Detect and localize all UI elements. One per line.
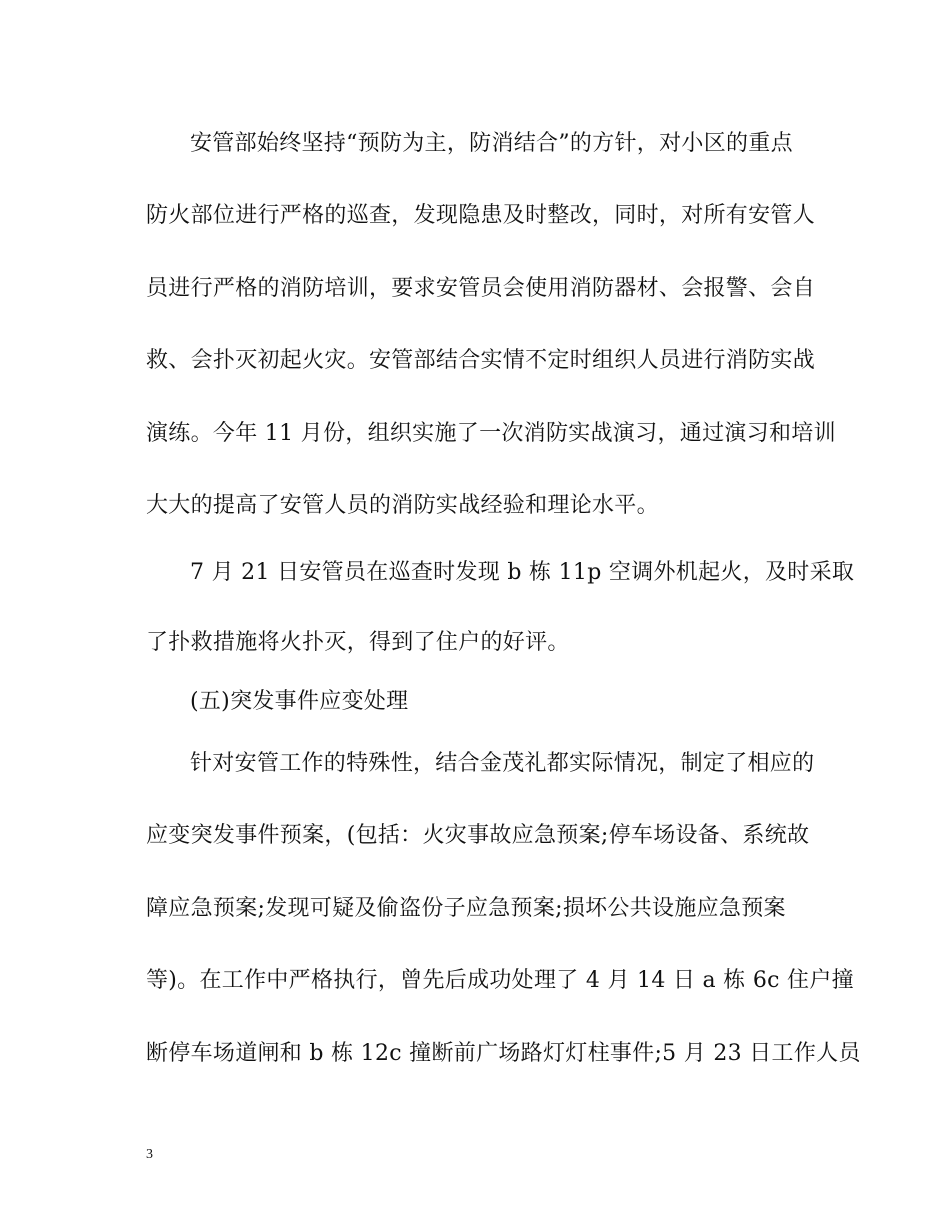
section-heading: (五)突发事件应变处理 (190, 689, 409, 714)
paragraph-line: 员进行严格的消防培训，要求安管员会使用消防器材、会报警、会自 (146, 276, 816, 301)
paragraph-line: 断停车场道闸和 b 栋 12c 撞断前广场路灯灯柱事件;5 月 23 日工作人员 (146, 1041, 861, 1066)
paragraph-line: 大大的提高了安管人员的消防实战经验和理论水平。 (146, 493, 659, 518)
paragraph-line: 演练。今年 11 月份，组织实施了一次消防实战演习，通过演习和培训 (146, 421, 836, 446)
page-number: 3 (146, 1147, 153, 1162)
paragraph-line: 救、会扑灭初起火灾。安管部结合实情不定时组织人员进行消防实战 (146, 348, 816, 373)
paragraph-line: 防火部位进行严格的巡查，发现隐患及时整改，同时，对所有安管人 (146, 203, 816, 228)
paragraph-line: 障应急预案;发现可疑及偷盗份子应急预案;损坏公共设施应急预案 (146, 896, 786, 921)
paragraph-line: 针对安管工作的特殊性，结合金茂礼都实际情况，制定了相应的 (190, 751, 815, 776)
paragraph-line: 7 月 21 日安管员在巡查时发现 b 栋 11p 空调外机起火，及时采取 (190, 560, 855, 585)
paragraph-line: 等)。在工作中严格执行，曾先后成功处理了 4 月 14 日 a 栋 6c 住户撞 (146, 968, 854, 993)
paragraph-line: 应变突发事件预案，(包括：火灾事故应急预案;停车场设备、系统故 (146, 823, 810, 848)
paragraph-line: 安管部始终坚持“预防为主，防消结合”的方针，对小区的重点 (190, 131, 793, 156)
paragraph-line: 了扑救措施将火扑灭，得到了住户的好评。 (146, 630, 570, 655)
